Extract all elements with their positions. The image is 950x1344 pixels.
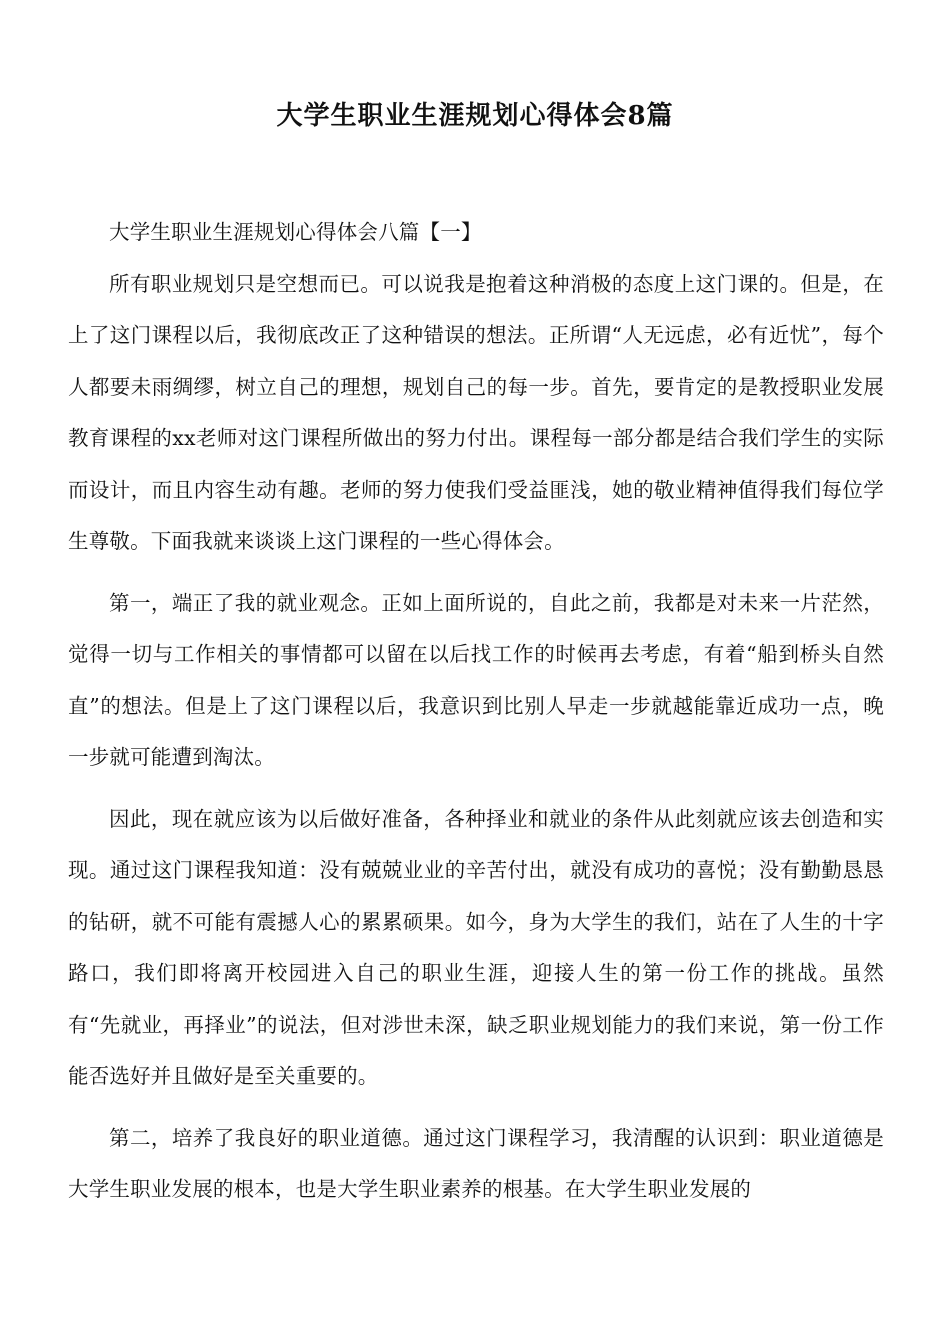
section-heading: 大学生职业生涯规划心得体会八篇【一】 — [109, 220, 482, 244]
paragraph-2: 第一，端正了我的就业观念。正如上面所说的，自此之前，我都是对未来一片茫然，觉得一切与工作相关的事情都可以留在以后找工作的时候再去考虑，有着“船到桥头自然直”的想法。但是上了这门课程以后，我意识到比别人早走一步就越能靠近成功一点，晚一步就可能遭到淘汰。 — [68, 590, 884, 769]
document-title: 大学生职业生涯规划心得体会8篇 — [276, 101, 674, 131]
paragraph-3: 因此，现在就应该为以后做好准备，各种择业和就业的条件从此刻就应该去创造和实现。通过这门课程我知道：没有兢兢业业的辛苦付出，就没有成功的喜悦；没有勤勤恳恳的钻研，就不可能有震撼人心的累累硕果。如今，身为大学生的我们，站在了人生的十字路口，我们即将离开校园进入自己的职业生涯，迎接人生的第一份工作的挑战。虽然有“先就业，再择业”的说法，但对涉世未深，缺乏职业规划能力的我们来说，第一份工作能否选好并且做好是至关重要的。 — [68, 806, 884, 1088]
paragraph-4: 第二，培养了我良好的职业道德。通过这门课程学习，我清醒的认识到：职业道德是大学生职业发展的根本，也是大学生职业素养的根基。在大学生职业发展的 — [68, 1125, 884, 1201]
document-body — [68, 207, 884, 1226]
paragraph-1: 所有职业规划只是空想而已。可以说我是抱着这种消极的态度上这门课的。但是，在上了这门课程以后，我彻底改正了这种错误的想法。正所谓“人无远虑，必有近忧”，每个人都要未雨绸缪，树立自己的理想，规划自己的每一步。首先，要肯定的是教授职业发展教育课程的xx老师对这门课程所做出的努力付出。课程每一部分都是结合我们学生的实际而设计，而且内容生动有趣。老师的努力使我们受益匪浅，她的敬业精神值得我们每位学生尊敬。下面我就来谈谈上这门课程的一些心得体会。 — [68, 271, 884, 553]
